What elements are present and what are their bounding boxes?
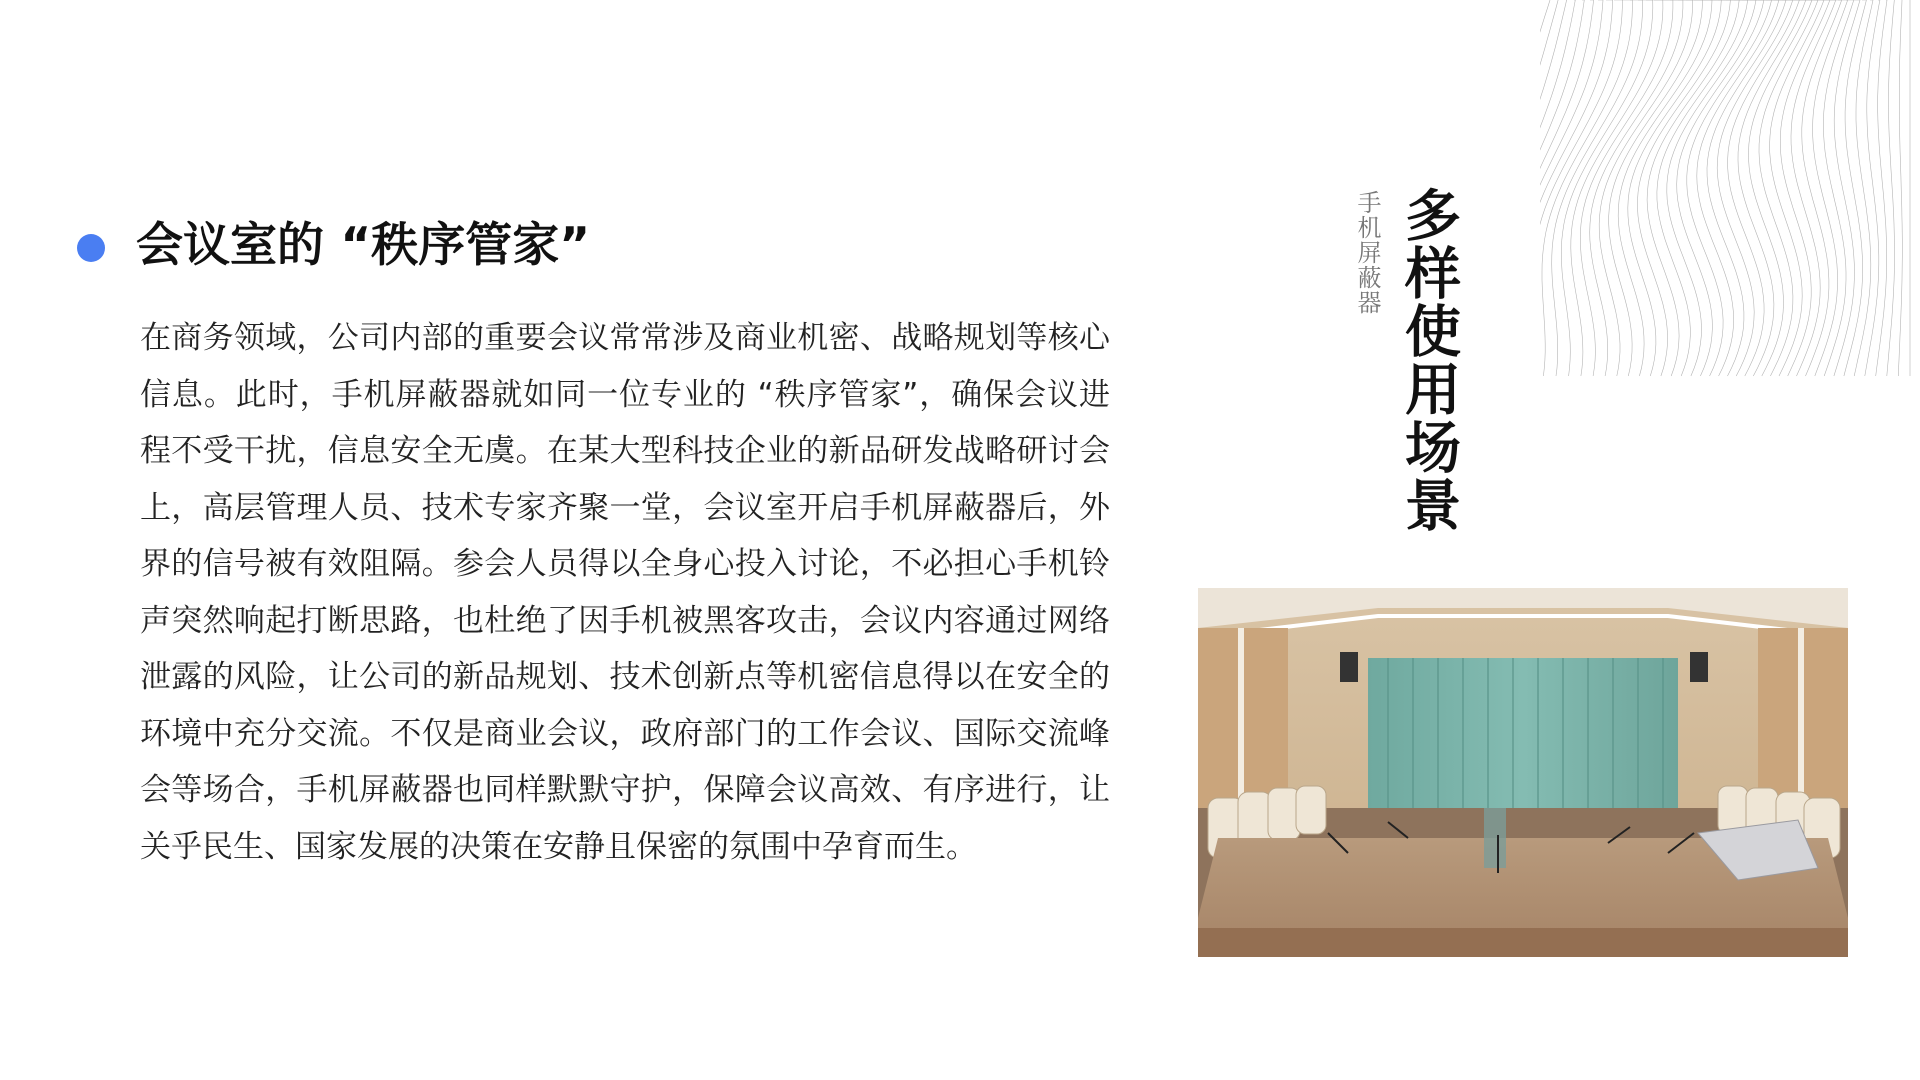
- vertical-title: 多样使用场景: [1396, 186, 1461, 534]
- bullet-dot: [77, 234, 105, 262]
- vertical-subtitle: 手机屏蔽器: [1353, 190, 1381, 315]
- conference-room-photo: [1198, 588, 1848, 957]
- body-paragraph: 在商务领域，公司内部的重要会议常常涉及商业机密、战略规划等核心信息。此时，手机屏蔽器就如同一位专业的 “秩序管家”，确保会议进程不受干扰，信息安全无虞。在某大型科技企业的新品研发战略研讨会上，高层管理人员、技术专家齐聚一堂，会议室开启手机屏蔽器后，外界的信号被有效阻隔。参会人员得以全身心投入讨论，不必担心手机铃声突然响起打断思路，也杜绝了因手机被黑客攻击，会议内容通过网络泄露的风险，让公司的新品规划、技术创新点等机密信息得以在安全的环境中充分交流。不仅是商业会议，政府部门的工作会议、国际交流峰会等场合，手机屏蔽器也同样默默守护，保障会议高效、有序进行，让关乎民生、国家发展的决策在安静且保密的氛围中孕育而生。: [140, 320, 1110, 865]
- section-heading: 会议室的 “秩序管家”: [136, 218, 591, 273]
- wave-line-decoration: [1540, 0, 1920, 380]
